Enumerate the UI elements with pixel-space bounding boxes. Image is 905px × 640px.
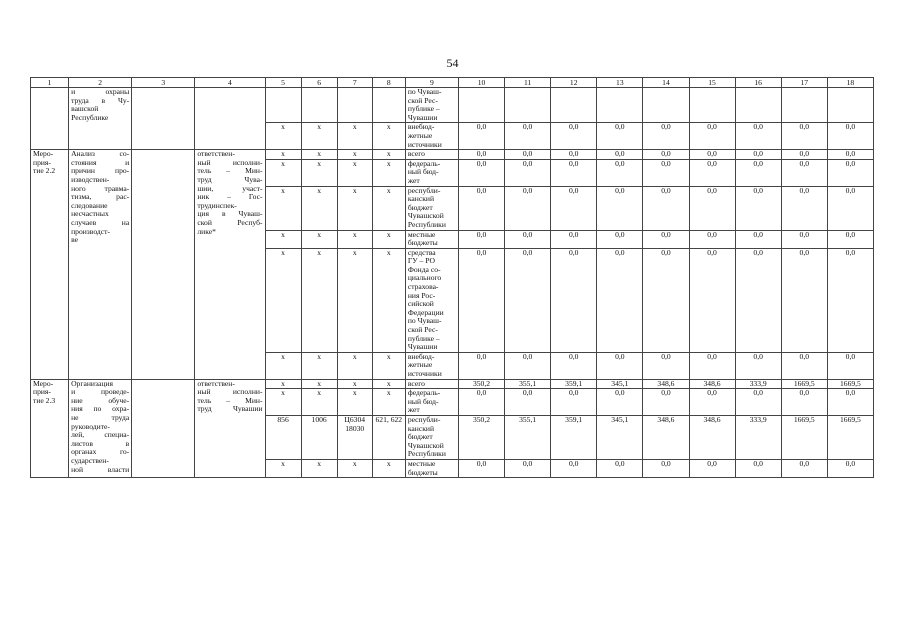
value-cell: 0,0 bbox=[735, 150, 781, 160]
column-header-12: 12 bbox=[551, 78, 597, 88]
value-cell: 350,2 bbox=[458, 379, 504, 389]
value-cell: 0,0 bbox=[735, 459, 781, 477]
value-cell: 0,0 bbox=[643, 352, 689, 379]
funding-source-line: всего bbox=[407, 379, 425, 388]
funding-source-line: внебюд- bbox=[407, 122, 435, 132]
value-cell: 0,0 bbox=[689, 159, 735, 186]
page-number: 54 bbox=[446, 56, 459, 70]
value-cell: 0,0 bbox=[458, 150, 504, 160]
value-cell: 0,0 bbox=[458, 352, 504, 379]
funding-source-line: Республики bbox=[407, 219, 446, 229]
funding-source-line: федераль- bbox=[407, 388, 441, 398]
value-cell: 0,0 bbox=[643, 186, 689, 230]
code-cell: х bbox=[265, 352, 301, 379]
column-header-5: 5 bbox=[265, 78, 301, 88]
value-cell: 0,0 bbox=[597, 123, 643, 150]
value-cell: 0,0 bbox=[781, 459, 827, 477]
value-cell: 359,1 bbox=[551, 415, 597, 459]
value-cell: 350,2 bbox=[458, 415, 504, 459]
value-cell: 0,0 bbox=[735, 123, 781, 150]
funding-source-line: жетные bbox=[407, 130, 433, 140]
code-cell: х bbox=[372, 248, 405, 352]
value-cell: 0,0 bbox=[735, 159, 781, 186]
value-cell: 0,0 bbox=[597, 389, 643, 416]
funding-source-cell bbox=[405, 415, 458, 459]
funding-source-cell bbox=[405, 459, 458, 477]
value-cell: 355,1 bbox=[505, 379, 551, 389]
funding-source-line: публике – bbox=[407, 333, 440, 343]
value-cell: 0,0 bbox=[689, 459, 735, 477]
value-cell: 0,0 bbox=[643, 248, 689, 352]
value-cell: 0,0 bbox=[551, 352, 597, 379]
table-body bbox=[31, 78, 874, 478]
code-cell: х bbox=[337, 186, 372, 230]
executor-line: тель – Мин- bbox=[197, 395, 263, 405]
executor-cell bbox=[195, 88, 265, 150]
value-cell: 0,0 bbox=[458, 159, 504, 186]
code-cell: 856 bbox=[265, 415, 301, 459]
value-cell: 0,0 bbox=[781, 352, 827, 379]
code-cell: х bbox=[372, 230, 405, 248]
value-cell bbox=[505, 88, 551, 123]
funding-source-line: ской Рес- bbox=[407, 325, 438, 335]
funding-source-line: бюджет bbox=[407, 432, 433, 442]
event-number-line: тие 2.2 bbox=[33, 166, 56, 176]
event-name-line: производст- bbox=[71, 226, 110, 236]
value-cell: 0,0 bbox=[689, 186, 735, 230]
funding-source-line: Федерации bbox=[407, 307, 444, 317]
event-name-line: изводствен- bbox=[71, 174, 110, 184]
funding-source-cell bbox=[405, 123, 458, 150]
value-cell: 0,0 bbox=[551, 186, 597, 230]
table-row bbox=[31, 379, 874, 389]
executor-line: трудинспек- bbox=[197, 200, 237, 210]
code-cell: х bbox=[337, 352, 372, 379]
value-cell: 348,6 bbox=[689, 379, 735, 389]
funding-source-line: бюджет bbox=[407, 202, 433, 212]
value-cell: 0,0 bbox=[689, 248, 735, 352]
value-cell: 1669,5 bbox=[781, 379, 827, 389]
value-cell: 0,0 bbox=[551, 123, 597, 150]
funding-source-line: республи- bbox=[407, 186, 441, 195]
value-cell bbox=[458, 88, 504, 123]
value-cell: 345,1 bbox=[597, 379, 643, 389]
event-name-line: ния по охра- bbox=[71, 404, 130, 414]
column-header-6: 6 bbox=[301, 78, 337, 88]
value-cell: 0,0 bbox=[689, 123, 735, 150]
value-cell: 345,1 bbox=[597, 415, 643, 459]
event-name-line: Анализ со- bbox=[71, 149, 130, 159]
funding-source-line: ный бюд- bbox=[407, 396, 439, 406]
event-name-line: следование bbox=[71, 200, 108, 210]
funding-source-line: по Чуваш- bbox=[407, 87, 442, 96]
funding-source-cell bbox=[405, 186, 458, 230]
value-cell: 0,0 bbox=[735, 389, 781, 416]
event-name-line: Республике bbox=[71, 112, 109, 122]
funding-source-line: местные bbox=[407, 230, 436, 239]
code-cell: х bbox=[337, 379, 372, 389]
value-cell: 0,0 bbox=[505, 230, 551, 248]
value-cell: 0,0 bbox=[597, 248, 643, 352]
funding-source-line: всего bbox=[407, 149, 425, 159]
event-name-line: органах го- bbox=[71, 447, 130, 457]
value-cell bbox=[643, 88, 689, 123]
funding-source-line: сийской bbox=[407, 299, 434, 309]
event-name-line: не труда bbox=[71, 412, 130, 422]
value-cell: 0,0 bbox=[597, 159, 643, 186]
funding-source-line: местные bbox=[407, 459, 436, 468]
event-name-line: сударствен- bbox=[71, 455, 109, 465]
funding-source-line: источники bbox=[407, 139, 442, 149]
event-number-cell bbox=[31, 88, 69, 150]
code-cell: х bbox=[337, 123, 372, 150]
value-cell: 0,0 bbox=[689, 352, 735, 379]
value-cell: 0,0 bbox=[505, 459, 551, 477]
code-cell: х bbox=[301, 186, 337, 230]
event-name-line: тизма, рас- bbox=[71, 192, 130, 202]
value-cell bbox=[781, 88, 827, 123]
event-name-line: и охраны bbox=[71, 87, 130, 96]
table-row bbox=[31, 150, 874, 160]
code-cell: х bbox=[301, 159, 337, 186]
code-cell: х bbox=[337, 150, 372, 160]
executor-line: тель – Мин- bbox=[197, 166, 263, 176]
code-cell: х bbox=[372, 459, 405, 477]
value-cell: 0,0 bbox=[643, 123, 689, 150]
value-cell: 0,0 bbox=[781, 389, 827, 416]
executor-cell bbox=[195, 379, 265, 478]
value-cell: 0,0 bbox=[643, 150, 689, 160]
funding-source-line: страхова- bbox=[407, 282, 439, 292]
event-name-line: причин про- bbox=[71, 166, 130, 176]
funding-source-cell bbox=[405, 248, 458, 352]
funding-source-line: Чувашии bbox=[407, 342, 438, 352]
event-number-line: Меро- bbox=[33, 149, 54, 159]
value-cell: 0,0 bbox=[597, 352, 643, 379]
code-cell: 621, 622 bbox=[372, 415, 405, 459]
event-name-line: труда в Чу- bbox=[71, 95, 130, 105]
event-name-line: ние обуче- bbox=[71, 395, 130, 405]
code-cell bbox=[301, 88, 337, 123]
value-cell: 0,0 bbox=[689, 230, 735, 248]
column-header-15: 15 bbox=[689, 78, 735, 88]
funding-source-line: внебюд- bbox=[407, 352, 435, 361]
funding-source-line: Чувашии bbox=[407, 112, 438, 122]
funding-source-line: Чувашской bbox=[407, 211, 444, 221]
value-cell: 1669,5 bbox=[781, 415, 827, 459]
funding-source-line: ГУ – РО bbox=[407, 256, 435, 266]
funding-source-cell bbox=[405, 389, 458, 416]
funding-source-line: бюджеты bbox=[407, 467, 438, 477]
value-cell: 0,0 bbox=[781, 186, 827, 230]
executor-line: лике* bbox=[197, 226, 216, 236]
column-3-cell bbox=[132, 88, 195, 150]
value-cell: 0,0 bbox=[458, 123, 504, 150]
value-cell: 0,0 bbox=[551, 459, 597, 477]
code-cell: х bbox=[265, 123, 301, 150]
value-cell: 0,0 bbox=[827, 352, 873, 379]
value-cell: 0,0 bbox=[458, 459, 504, 477]
funding-source-cell bbox=[405, 150, 458, 160]
value-cell: 0,0 bbox=[643, 159, 689, 186]
column-header-17: 17 bbox=[781, 78, 827, 88]
code-cell: х bbox=[265, 150, 301, 160]
executor-line: труд Чувашии bbox=[197, 404, 263, 414]
code-cell: х bbox=[337, 248, 372, 352]
event-name-line: вашской bbox=[71, 104, 99, 114]
funding-source-line: ния Рос- bbox=[407, 290, 436, 300]
code-cell: х bbox=[301, 248, 337, 352]
value-cell: 0,0 bbox=[827, 248, 873, 352]
code-cell: х bbox=[301, 123, 337, 150]
event-number-line: прия- bbox=[33, 157, 51, 167]
funding-source-line: циального bbox=[407, 273, 442, 283]
column-header-16: 16 bbox=[735, 78, 781, 88]
column-header-14: 14 bbox=[643, 78, 689, 88]
executor-line: труд Чува- bbox=[197, 174, 263, 184]
code-cell: х bbox=[301, 150, 337, 160]
value-cell bbox=[597, 88, 643, 123]
value-cell: 0,0 bbox=[781, 159, 827, 186]
value-cell: 0,0 bbox=[781, 230, 827, 248]
executor-cell bbox=[195, 150, 265, 379]
event-name-line: ной власти bbox=[71, 464, 130, 474]
value-cell: 0,0 bbox=[827, 150, 873, 160]
code-cell: х bbox=[337, 159, 372, 186]
funding-source-line: публике – bbox=[407, 104, 440, 114]
executor-line: ской Респуб- bbox=[197, 217, 263, 227]
column-header-1: 1 bbox=[31, 78, 69, 88]
funding-source-line: республи- bbox=[407, 415, 441, 424]
executor-line: ответствен- bbox=[197, 379, 235, 388]
code-cell bbox=[337, 88, 372, 123]
funding-source-line: ный бюд- bbox=[407, 167, 439, 177]
column-header-2: 2 bbox=[69, 78, 132, 88]
value-cell: 0,0 bbox=[505, 186, 551, 230]
value-cell: 348,6 bbox=[643, 379, 689, 389]
value-cell: 0,0 bbox=[505, 159, 551, 186]
column-header-7: 7 bbox=[337, 78, 372, 88]
code-cell bbox=[265, 88, 301, 123]
event-name-line: случаев на bbox=[71, 217, 130, 227]
funding-source-line: канский bbox=[407, 423, 435, 433]
funding-source-cell bbox=[405, 159, 458, 186]
code-cell: х bbox=[301, 389, 337, 416]
value-cell: 0,0 bbox=[597, 459, 643, 477]
event-name-line: руководите- bbox=[71, 421, 110, 431]
executor-line: ответствен- bbox=[197, 149, 235, 159]
event-name-line: Организация bbox=[71, 379, 113, 388]
event-name-cell bbox=[69, 150, 132, 379]
value-cell: 0,0 bbox=[781, 150, 827, 160]
executor-line: ный исполни- bbox=[197, 157, 263, 167]
value-cell: 348,6 bbox=[689, 415, 735, 459]
code-cell: х bbox=[372, 389, 405, 416]
value-cell: 0,0 bbox=[551, 389, 597, 416]
value-cell bbox=[689, 88, 735, 123]
code-cell: х bbox=[372, 352, 405, 379]
column-header-8: 8 bbox=[372, 78, 405, 88]
funding-source-line: бюджеты bbox=[407, 238, 438, 248]
event-name-line: лей, специа- bbox=[71, 430, 130, 440]
value-cell: 0,0 bbox=[735, 230, 781, 248]
funding-source-line: федераль- bbox=[407, 159, 441, 168]
code-cell: х bbox=[265, 248, 301, 352]
funding-source-line: источники bbox=[407, 369, 442, 378]
value-cell: 0,0 bbox=[597, 186, 643, 230]
column-header-4: 4 bbox=[195, 78, 265, 88]
funding-source-line: жет bbox=[407, 405, 420, 415]
column-header-9: 9 bbox=[405, 78, 458, 88]
value-cell: 0,0 bbox=[643, 230, 689, 248]
funding-source-line: канский bbox=[407, 194, 435, 204]
funding-source-cell bbox=[405, 352, 458, 379]
value-cell: 0,0 bbox=[597, 150, 643, 160]
value-cell: 0,0 bbox=[827, 186, 873, 230]
code-cell: х bbox=[337, 230, 372, 248]
code-cell: х bbox=[372, 150, 405, 160]
value-cell: 1669,5 bbox=[827, 379, 873, 389]
funding-source-line: жетные bbox=[407, 360, 433, 370]
value-cell bbox=[735, 88, 781, 123]
executor-line: ция в Чуваш- bbox=[197, 209, 263, 219]
value-cell: 0,0 bbox=[458, 248, 504, 352]
value-cell: 0,0 bbox=[505, 352, 551, 379]
event-name-line: ве bbox=[71, 235, 78, 245]
code-cell: х bbox=[265, 459, 301, 477]
value-cell: 359,1 bbox=[551, 379, 597, 389]
value-cell: 333,9 bbox=[735, 379, 781, 389]
table-row bbox=[31, 88, 874, 123]
event-name-line: и проведе- bbox=[71, 387, 130, 397]
value-cell: 0,0 bbox=[458, 186, 504, 230]
value-cell: 0,0 bbox=[735, 186, 781, 230]
column-header-3: 3 bbox=[132, 78, 195, 88]
value-cell: 0,0 bbox=[689, 150, 735, 160]
column-3-cell bbox=[132, 150, 195, 379]
event-name-line: несчастных bbox=[71, 209, 109, 219]
code-cell: х bbox=[301, 352, 337, 379]
event-number-cell bbox=[31, 150, 69, 379]
code-cell: Ц6304 18030 bbox=[337, 415, 372, 459]
executor-line: ник – Гос- bbox=[197, 192, 263, 202]
code-cell: х bbox=[372, 186, 405, 230]
value-cell: 0,0 bbox=[597, 230, 643, 248]
value-cell: 0,0 bbox=[551, 248, 597, 352]
code-cell: х bbox=[301, 459, 337, 477]
column-header-18: 18 bbox=[827, 78, 873, 88]
funding-table bbox=[30, 77, 874, 478]
value-cell: 0,0 bbox=[458, 389, 504, 416]
code-cell: х bbox=[372, 123, 405, 150]
code-cell: х bbox=[265, 389, 301, 416]
event-number-cell bbox=[31, 379, 69, 478]
funding-source-line: ской Рес- bbox=[407, 95, 438, 105]
event-number-line: прия- bbox=[33, 387, 51, 397]
code-cell: х bbox=[265, 186, 301, 230]
value-cell: 0,0 bbox=[643, 459, 689, 477]
funding-source-cell bbox=[405, 88, 458, 123]
event-name-line: ного травма- bbox=[71, 183, 130, 193]
code-cell: 1006 bbox=[301, 415, 337, 459]
funding-source-cell bbox=[405, 230, 458, 248]
event-name-line: листов в bbox=[71, 438, 130, 448]
event-number-line: Меро- bbox=[33, 379, 54, 388]
code-cell: х bbox=[337, 389, 372, 416]
value-cell: 0,0 bbox=[458, 230, 504, 248]
header-row bbox=[31, 78, 874, 88]
column-3-cell bbox=[132, 379, 195, 478]
funding-source-line: по Чуваш- bbox=[407, 316, 442, 326]
value-cell: 0,0 bbox=[827, 159, 873, 186]
value-cell: 0,0 bbox=[781, 248, 827, 352]
value-cell: 0,0 bbox=[643, 389, 689, 416]
event-number-line: тие 2.3 bbox=[33, 395, 56, 405]
code-cell: х bbox=[301, 230, 337, 248]
code-cell: х bbox=[265, 159, 301, 186]
value-cell: 0,0 bbox=[505, 389, 551, 416]
value-cell: 0,0 bbox=[551, 150, 597, 160]
value-cell: 0,0 bbox=[551, 230, 597, 248]
value-cell: 0,0 bbox=[827, 123, 873, 150]
value-cell: 0,0 bbox=[505, 123, 551, 150]
event-name-cell bbox=[69, 379, 132, 478]
event-name-line: стояния и bbox=[71, 157, 130, 167]
executor-line: шии, участ- bbox=[197, 183, 263, 193]
value-cell bbox=[827, 88, 873, 123]
value-cell: 0,0 bbox=[505, 248, 551, 352]
value-cell: 348,6 bbox=[643, 415, 689, 459]
funding-source-line: Чувашской bbox=[407, 440, 444, 450]
value-cell: 0,0 bbox=[827, 230, 873, 248]
code-cell: х bbox=[301, 379, 337, 389]
code-cell: х bbox=[372, 379, 405, 389]
column-header-13: 13 bbox=[597, 78, 643, 88]
value-cell: 0,0 bbox=[735, 352, 781, 379]
value-cell: 0,0 bbox=[551, 159, 597, 186]
value-cell: 0,0 bbox=[505, 150, 551, 160]
funding-source-line: средства bbox=[407, 248, 436, 257]
value-cell: 333,9 bbox=[735, 415, 781, 459]
code-cell: х bbox=[265, 230, 301, 248]
code-cell: х bbox=[337, 459, 372, 477]
column-header-10: 10 bbox=[458, 78, 504, 88]
code-cell bbox=[372, 88, 405, 123]
funding-source-line: Фонда со- bbox=[407, 264, 441, 274]
code-cell: х bbox=[265, 379, 301, 389]
funding-source-cell bbox=[405, 379, 458, 389]
value-cell: 1669,5 bbox=[827, 415, 873, 459]
funding-source-line: Республики bbox=[407, 449, 446, 459]
column-header-11: 11 bbox=[505, 78, 551, 88]
value-cell: 0,0 bbox=[781, 123, 827, 150]
value-cell: 355,1 bbox=[505, 415, 551, 459]
value-cell: 0,0 bbox=[689, 389, 735, 416]
code-cell: х bbox=[372, 159, 405, 186]
value-cell: 0,0 bbox=[827, 389, 873, 416]
executor-line: ный исполни- bbox=[197, 387, 263, 397]
value-cell: 0,0 bbox=[735, 248, 781, 352]
value-cell: 0,0 bbox=[827, 459, 873, 477]
funding-source-line: жет bbox=[407, 175, 420, 185]
event-name-cell bbox=[69, 88, 132, 150]
value-cell bbox=[551, 88, 597, 123]
